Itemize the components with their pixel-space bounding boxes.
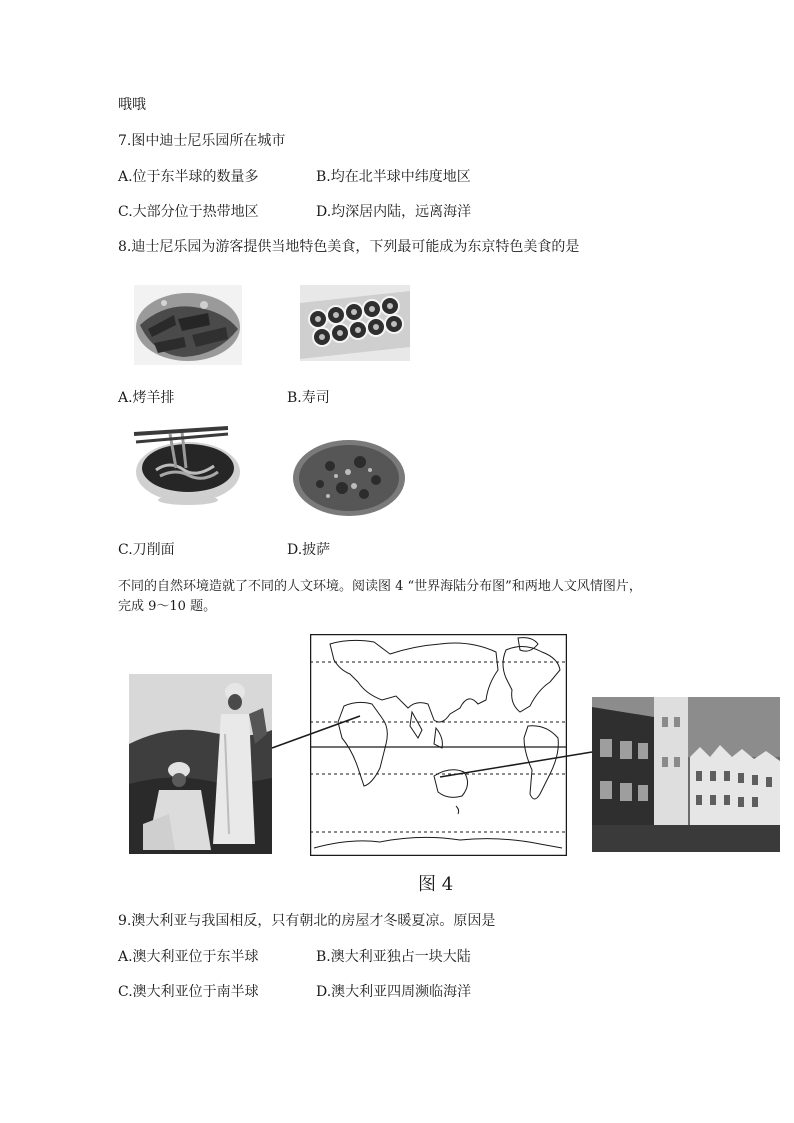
q9-option-b: B.澳大利亚独占一块大陆 [316, 949, 471, 965]
q8-option-a: A.烤羊排 [118, 390, 175, 406]
question-8-stem: 8.迪士尼乐园为游客提供当地特色美食，下列最可能成为东京特色美食的是 [118, 239, 580, 255]
q9-option-a: A.澳大利亚位于东半球 [118, 949, 259, 965]
photo-australia-buildings [592, 697, 780, 852]
section-intro-line-1: 不同的自然环境造就了不同的人文环境。阅读图 4 “世界海陆分布图”和两地人文风情图片， [118, 579, 642, 594]
q8-option-b: B.寿司 [287, 390, 330, 406]
question-9-stem: 9.澳大利亚与我国相反，只有朝北的房屋才冬暖夏凉。原因是 [118, 913, 496, 929]
figure-caption: 图 4 [418, 874, 454, 895]
q9-option-d: D.澳大利亚四周濒临海洋 [316, 984, 472, 1000]
page-fragment-text: 哦哦 [118, 97, 146, 113]
q7-option-c: C.大部分位于热带地区 [118, 204, 259, 220]
q9-option-c: C.澳大利亚位于南半球 [118, 984, 259, 1000]
q8-option-d: D.披萨 [287, 542, 331, 558]
q7-option-b: B.均在北半球中纬度地区 [316, 169, 471, 185]
q7-option-d: D.均深居内陆，远离海洋 [316, 204, 472, 220]
q8-option-c: C.刀削面 [118, 542, 175, 558]
question-7-stem: 7.图中迪士尼乐园所在城市 [118, 133, 286, 149]
section-intro-line-2: 完成 9～10 题。 [118, 599, 217, 614]
q7-option-a: A.位于东半球的数量多 [118, 169, 259, 185]
